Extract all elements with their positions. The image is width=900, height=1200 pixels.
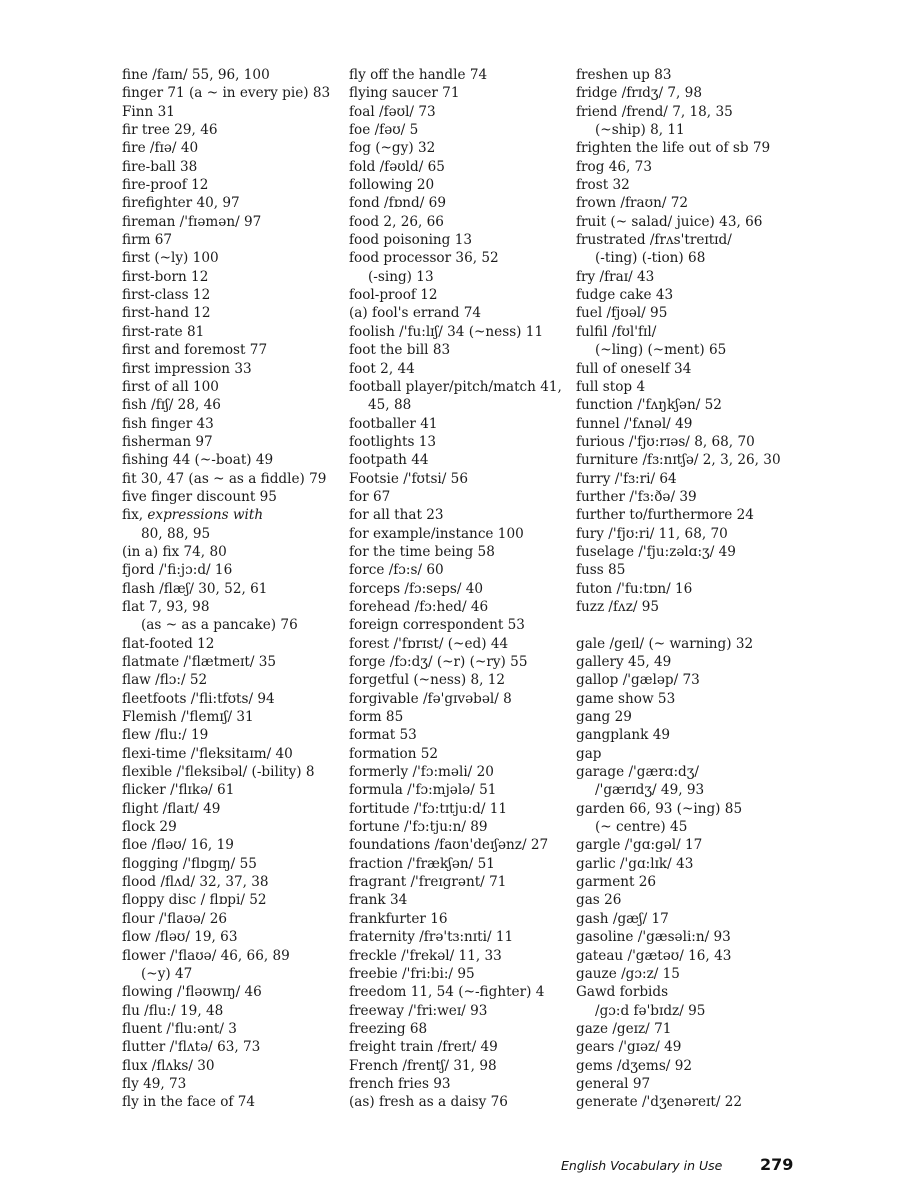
index-entry: gash /gæʃ/ 17 bbox=[576, 910, 669, 927]
index-entry: fuss 85 bbox=[576, 562, 626, 579]
index-entry: gauze /gɔ:z/ 15 bbox=[576, 965, 680, 982]
index-entry: flight /flaɪt/ 49 bbox=[122, 800, 221, 817]
index-entry: gargle /'gɑ:gəl/ 17 bbox=[576, 837, 703, 854]
index-entry: fly 49, 73 bbox=[122, 1075, 187, 1092]
index-entry: 80, 88, 95 bbox=[141, 525, 211, 542]
index-entry: first impression 33 bbox=[122, 360, 252, 377]
index-entry: gang 29 bbox=[576, 709, 632, 726]
index-entry: for 67 bbox=[349, 488, 391, 505]
index-entry: furious /'fjʊ:rɪəs/ 8, 68, 70 bbox=[576, 433, 755, 450]
index-entry: fool-proof 12 bbox=[349, 287, 438, 304]
index-entry: forest /'fɒrɪst/ (~ed) 44 bbox=[349, 635, 509, 652]
index-entry: further /'fɜ:ðə/ 39 bbox=[576, 488, 697, 505]
index-entry: fire-ball 38 bbox=[122, 158, 198, 175]
index-entry: first and foremost 77 bbox=[122, 342, 268, 359]
index-entry: following 20 bbox=[349, 177, 435, 194]
index-entry: fisherman 97 bbox=[122, 433, 213, 450]
index-column-2 bbox=[349, 66, 571, 1112]
index-entry: frost 32 bbox=[576, 177, 630, 194]
index-entry: flatmate /'flætmeɪt/ 35 bbox=[122, 654, 277, 670]
index-entry: food poisoning 13 bbox=[349, 232, 472, 249]
index-entry: flexible /'fleksibəl/ (-bility) 8 bbox=[122, 764, 315, 781]
index-entry: fix, expressions with bbox=[122, 507, 264, 524]
index-entry: 45, 88 bbox=[368, 397, 412, 414]
index-entry: frank 34 bbox=[349, 892, 408, 909]
index-entry: flower /'flaʊə/ 46, 66, 89 bbox=[122, 947, 290, 964]
index-entry: foal /fəʊl/ 73 bbox=[349, 103, 436, 120]
index-entry: fudge cake 43 bbox=[576, 287, 674, 304]
index-entry: full stop 4 bbox=[576, 378, 646, 395]
index-entry: flash /flæʃ/ 30, 52, 61 bbox=[122, 580, 268, 597]
index-entry: Gawd forbids bbox=[576, 984, 669, 1001]
index-entry: formerly /'fɔ:məli/ 20 bbox=[349, 764, 494, 781]
index-entry: fog (~gy) 32 bbox=[349, 140, 436, 157]
index-entry: (~ship) 8, 11 bbox=[595, 122, 685, 139]
index-entry: foolish /'fu:lɪʃ/ 34 (~ness) 11 bbox=[349, 323, 544, 340]
index-entry: futon /'fu:tɒn/ 16 bbox=[576, 580, 693, 597]
index-column-3 bbox=[576, 66, 806, 1112]
index-entry: gallery 45, 49 bbox=[576, 654, 672, 670]
index-entry: (a) fool's errand 74 bbox=[349, 305, 482, 322]
index-entry: flood /flʌd/ 32, 37, 38 bbox=[122, 874, 269, 891]
index-entry: (-ting) (-tion) 68 bbox=[595, 250, 706, 267]
index-entry: Finn 31 bbox=[122, 103, 175, 120]
index-entry: fury /'fjʊ:ri/ 11, 68, 70 bbox=[576, 525, 728, 542]
index-entry: flu /flu:/ 19, 48 bbox=[122, 1002, 224, 1019]
index-entry: fir tree 29, 46 bbox=[122, 122, 218, 139]
index-entry: (~y) 47 bbox=[141, 965, 193, 982]
index-entry: fine /faɪn/ 55, 96, 100 bbox=[122, 67, 270, 83]
index-entry: foot 2, 44 bbox=[349, 360, 415, 377]
index-entry: fuzz /fʌz/ 95 bbox=[576, 598, 660, 615]
index-entry: freedom 11, 54 (~-fighter) 4 bbox=[349, 984, 545, 1001]
index-entry: fly off the handle 74 bbox=[349, 67, 488, 83]
index-entry: gaze /geɪz/ 71 bbox=[576, 1020, 672, 1037]
index-entry: fish finger 43 bbox=[122, 415, 214, 432]
index-entry: general 97 bbox=[576, 1075, 651, 1092]
index-entry: five finger discount 95 bbox=[122, 488, 277, 505]
index-entry: gale /geɪl/ (~ warning) 32 bbox=[576, 635, 754, 652]
index-entry: furry /'fɜ:ri/ 64 bbox=[576, 470, 677, 487]
index-entry: frown /fraʊn/ 72 bbox=[576, 195, 689, 212]
index-entry: freebie /'fri:bi:/ 95 bbox=[349, 965, 475, 982]
index-entry: flicker /'flɪkə/ 61 bbox=[122, 782, 235, 799]
index-entry: (~ centre) 45 bbox=[595, 819, 688, 836]
index-entry: flux /flʌks/ 30 bbox=[122, 1057, 215, 1074]
index-entry: Footsie /'fʊtsi/ 56 bbox=[349, 470, 468, 487]
index-entry: fortune /'fɔ:tju:n/ 89 bbox=[349, 819, 488, 836]
index-entry: (as) fresh as a daisy 76 bbox=[349, 1094, 508, 1111]
index-entry: gasoline /'gæsəli:n/ 93 bbox=[576, 929, 731, 946]
index-entry: force /fɔ:s/ 60 bbox=[349, 562, 444, 579]
index-entry: first-born 12 bbox=[122, 268, 209, 285]
index-entry: frog 46, 73 bbox=[576, 158, 652, 175]
index-entry: footlights 13 bbox=[349, 433, 437, 450]
index-entry: fragrant /'freɪgrənt/ 71 bbox=[349, 874, 507, 891]
index-entry: flexi-time /'fleksitaɪm/ 40 bbox=[122, 745, 293, 762]
index-entry: foot the bill 83 bbox=[349, 342, 451, 359]
index-entry: foe /fəʊ/ 5 bbox=[349, 122, 419, 139]
index-entry: floe /fləʊ/ 16, 19 bbox=[122, 837, 234, 854]
index-entry: formation 52 bbox=[349, 745, 439, 762]
index-entry: (~ling) (~ment) 65 bbox=[595, 342, 727, 359]
index-column-1 bbox=[122, 66, 342, 1112]
index-entry: garden 66, 93 (~ing) 85 bbox=[576, 800, 743, 817]
index-entry: fond /fɒnd/ 69 bbox=[349, 195, 446, 212]
index-entry: gems /dʒems/ 92 bbox=[576, 1057, 692, 1074]
index-entry: full of oneself 34 bbox=[576, 360, 692, 377]
index-entry: fjord /'fi:jɔ:d/ 16 bbox=[122, 562, 233, 579]
index-entry: furniture /fɜ:nɪtʃə/ 2, 3, 26, 30 bbox=[576, 452, 781, 469]
index-entry: garage /'gærɑ:dʒ/ bbox=[576, 764, 700, 781]
index-entry: fleetfoots /'fli:tfʊts/ 94 bbox=[122, 690, 275, 707]
index-entry: fly in the face of 74 bbox=[122, 1094, 256, 1111]
index-entry: Flemish /'flemɪʃ/ 31 bbox=[122, 709, 254, 726]
index-entry: freight train /freɪt/ 49 bbox=[349, 1039, 498, 1056]
index-entry: for example/instance 100 bbox=[349, 525, 524, 542]
index-entry: footballer 41 bbox=[349, 415, 438, 432]
index-entry: forgetful (~ness) 8, 12 bbox=[349, 672, 506, 689]
index-entry: fulfil /fʊl'fɪl/ bbox=[576, 323, 657, 340]
index-entry: frankfurter 16 bbox=[349, 910, 448, 927]
index-entry: function /'fʌŋkʃən/ 52 bbox=[576, 397, 722, 414]
index-entry: flying saucer 71 bbox=[349, 85, 460, 102]
index-entry: flogging /'flɒgɪŋ/ 55 bbox=[122, 855, 257, 872]
index-entry: firefighter 40, 97 bbox=[122, 195, 240, 212]
index-entry: generate /'dʒenəreɪt/ 22 bbox=[576, 1094, 743, 1111]
index-entry: /'gærɪdʒ/ 49, 93 bbox=[595, 782, 705, 799]
index-entry: fishing 44 (~-boat) 49 bbox=[122, 452, 274, 469]
index-entry: frighten the life out of sb 79 bbox=[576, 140, 771, 157]
index-entry: flew /flu:/ 19 bbox=[122, 727, 209, 744]
index-entry: fit 30, 47 (as ~ as a fiddle) 79 bbox=[122, 470, 327, 487]
index-entry: finger 71 (a ~ in every pie) 83 bbox=[122, 85, 331, 102]
index-entry: gateau /'gætəʊ/ 16, 43 bbox=[576, 947, 732, 964]
index-entry: flour /'flaʊə/ 26 bbox=[122, 910, 227, 927]
index-entry: foundations /faʊn'deɪʃənz/ 27 bbox=[349, 837, 549, 854]
index-entry: fuselage /'fju:zəlɑ:ʒ/ 49 bbox=[576, 543, 736, 560]
index-entry: garment 26 bbox=[576, 874, 657, 891]
page-number: 279 bbox=[760, 1155, 794, 1174]
index-entry: floppy disc / flɒpi/ 52 bbox=[122, 892, 267, 909]
index-entry: fuel /fjʊəl/ 95 bbox=[576, 305, 668, 322]
index-entry: game show 53 bbox=[576, 690, 676, 707]
index-entry: fortitude /'fɔ:tɪtju:d/ 11 bbox=[349, 800, 508, 817]
index-entry: forceps /fɔ:seps/ 40 bbox=[349, 580, 484, 597]
index-entry: gangplank 49 bbox=[576, 727, 671, 744]
index-entry: fish /fɪʃ/ 28, 46 bbox=[122, 397, 221, 414]
index-entry: French /frentʃ/ 31, 98 bbox=[349, 1057, 497, 1074]
index-entry: freeway /'fri:weɪ/ 93 bbox=[349, 1002, 488, 1019]
index-entry: football player/pitch/match 41, bbox=[349, 378, 562, 395]
index-entry: gas 26 bbox=[576, 892, 622, 909]
index-entry: flaw /flɔ:/ 52 bbox=[122, 672, 208, 689]
index-entry: firm 67 bbox=[122, 232, 173, 249]
index-entry: for the time being 58 bbox=[349, 543, 495, 560]
index-entry bbox=[576, 616, 806, 634]
index-entry: further to/furthermore 24 bbox=[576, 507, 754, 524]
index-entry: fire-proof 12 bbox=[122, 177, 209, 194]
index-entry: foreign correspondent 53 bbox=[349, 617, 525, 634]
index-entry: fridge /frɪdʒ/ 7, 98 bbox=[576, 85, 702, 102]
index-entry: (-sing) 13 bbox=[368, 268, 434, 285]
index-entry: funnel /'fʌnəl/ 49 bbox=[576, 415, 693, 432]
index-entry: fluent /'flu:ənt/ 3 bbox=[122, 1020, 237, 1037]
index-entry: forgivable /fə'gɪvəbəl/ 8 bbox=[349, 690, 512, 707]
index-entry: gears /'gɪəz/ 49 bbox=[576, 1039, 682, 1056]
index-entry: first (~ly) 100 bbox=[122, 250, 219, 267]
index-entry: /gɔ:d fə'bɪdz/ 95 bbox=[595, 1002, 706, 1019]
index-entry: flat-footed 12 bbox=[122, 635, 215, 652]
index-entry: fraternity /frə'tɜ:nɪti/ 11 bbox=[349, 929, 514, 946]
index-entry: gallop /'gæləp/ 73 bbox=[576, 672, 700, 689]
index-entry: flat 7, 93, 98 bbox=[122, 598, 210, 615]
index-entry: first-class 12 bbox=[122, 287, 211, 304]
index-entry: flowing /'fləʊwɪŋ/ 46 bbox=[122, 984, 262, 1001]
index-entry: food processor 36, 52 bbox=[349, 250, 499, 267]
index-entry: format 53 bbox=[349, 727, 417, 744]
index-entry: first-rate 81 bbox=[122, 323, 205, 340]
index-entry: forehead /fɔ:hed/ 46 bbox=[349, 598, 489, 615]
index-entry: fruit (~ salad/ juice) 43, 66 bbox=[576, 213, 763, 230]
index-entry: fire /fɪə/ 40 bbox=[122, 140, 199, 157]
index-entry: flock 29 bbox=[122, 819, 177, 836]
index-entry: freshen up 83 bbox=[576, 67, 672, 83]
index-entry: for all that 23 bbox=[349, 507, 444, 524]
index-entry: first-hand 12 bbox=[122, 305, 211, 322]
index-entry: food 2, 26, 66 bbox=[349, 213, 444, 230]
index-entry: friend /frend/ 7, 18, 35 bbox=[576, 103, 733, 120]
index-entry: (as ~ as a pancake) 76 bbox=[141, 617, 298, 634]
index-entry: fry /fraɪ/ 43 bbox=[576, 268, 655, 285]
index-entry: frustrated /frʌs'treɪtɪd/ bbox=[576, 232, 732, 249]
index-entry: fraction /'frækʃən/ 51 bbox=[349, 855, 495, 872]
index-entry: (in a) fix 74, 80 bbox=[122, 543, 227, 560]
index-entry: fold /fəʊld/ 65 bbox=[349, 158, 445, 175]
index-entry: french fries 93 bbox=[349, 1075, 451, 1092]
index-entry: forge /fɔ:dʒ/ (~r) (~ry) 55 bbox=[349, 654, 528, 670]
index-entry: freezing 68 bbox=[349, 1020, 428, 1037]
index-entry: fireman /'fɪəmən/ 97 bbox=[122, 213, 262, 230]
index-entry: form 85 bbox=[349, 709, 404, 726]
index-entry: flutter /'flʌtə/ 63, 73 bbox=[122, 1039, 261, 1056]
index-entry: garlic /'gɑ:lɪk/ 43 bbox=[576, 855, 694, 872]
index-entry: freckle /'frekəl/ 11, 33 bbox=[349, 947, 502, 964]
index-entry: formula /'fɔ:mjələ/ 51 bbox=[349, 782, 497, 799]
index-entry: footpath 44 bbox=[349, 452, 429, 469]
book-title: English Vocabulary in Use bbox=[561, 1158, 723, 1173]
index-entry: first of all 100 bbox=[122, 378, 219, 395]
index-entry: gap bbox=[576, 745, 602, 762]
index-entry: flow /fləʊ/ 19, 63 bbox=[122, 929, 238, 946]
